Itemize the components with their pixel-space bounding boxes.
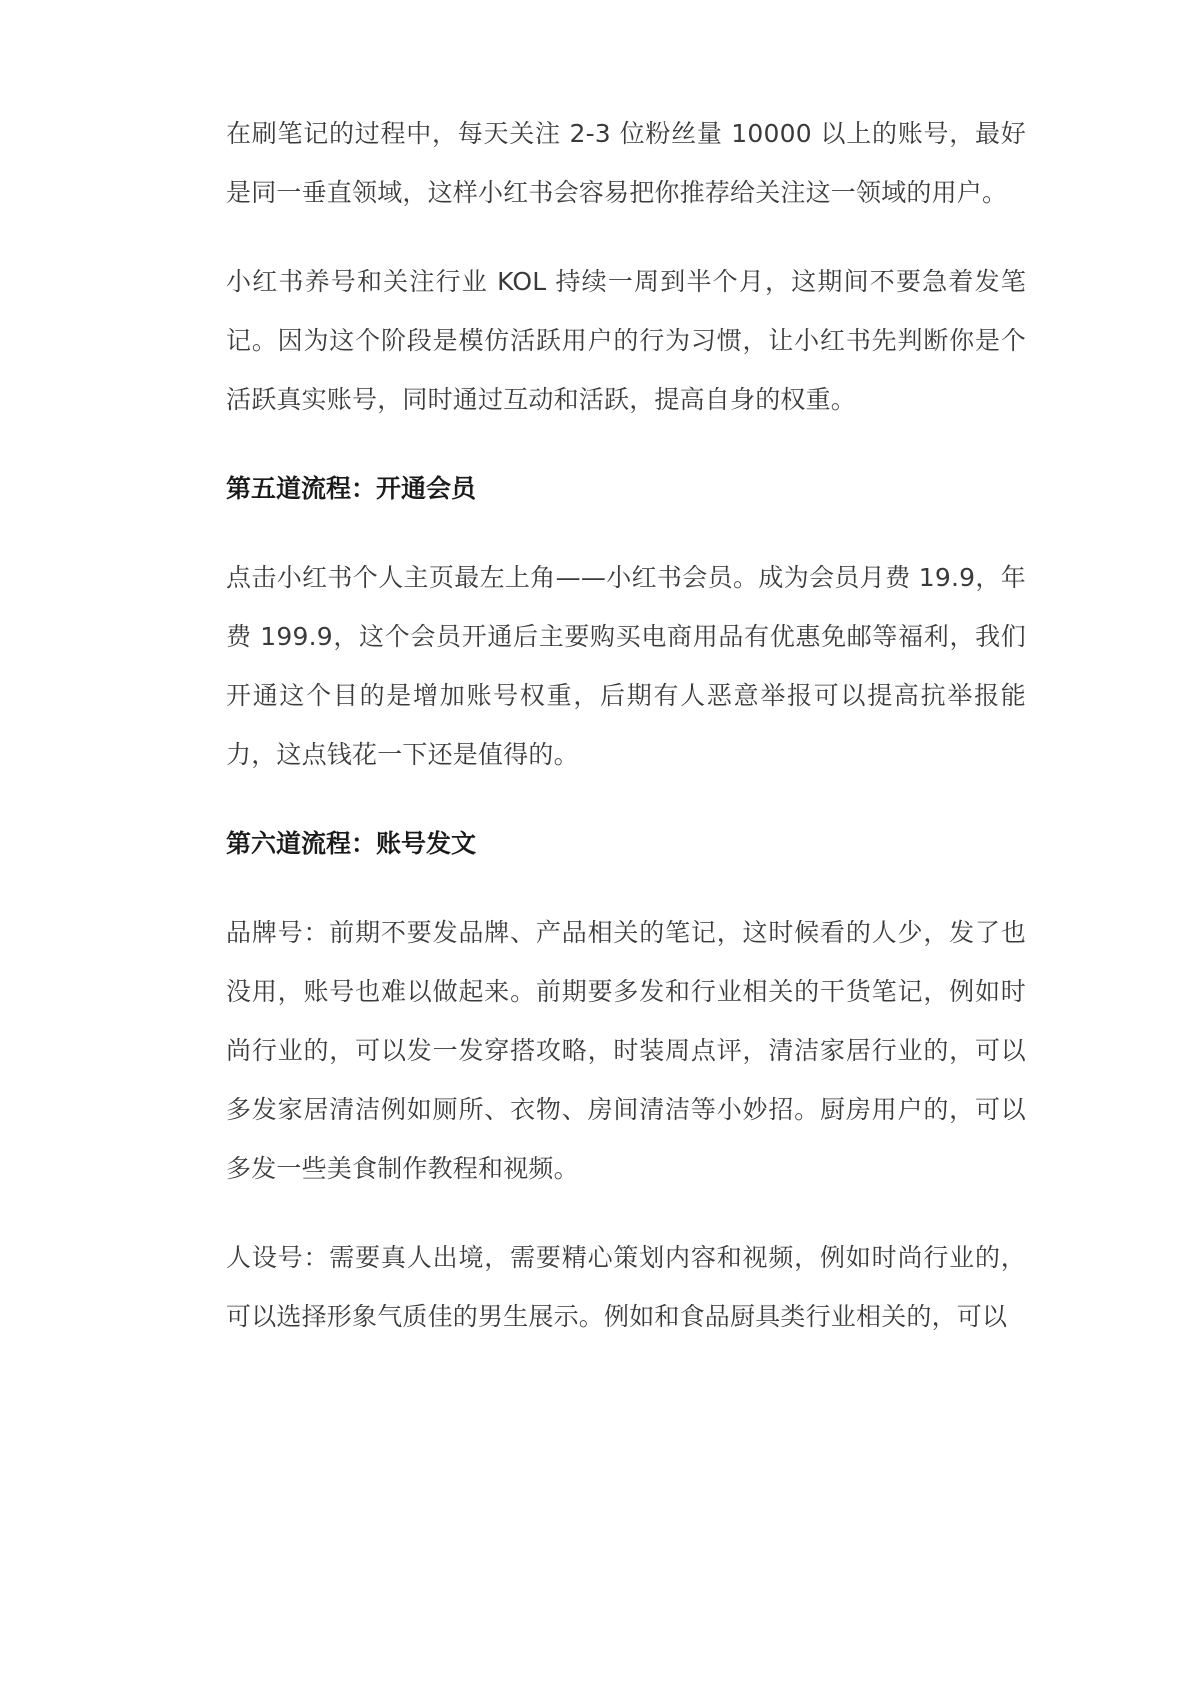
paragraph-membership: 点击小红书个人主页最左上角——小红书会员。成为会员月费 19.9，年费 199.9，这个会员开通后主要购买电商用品有优惠免邮等福利，我们开通这个目的是增加账号权重，后期有人恶意举报可以提高抗举报能力，这点钱花一下还是值得的。 [226, 563, 1026, 769]
paragraph-account-warmup: 小红书养号和关注行业 KOL 持续一周到半个月，这期间不要急着发笔记。因为这个阶段是模仿活跃用户的行为习惯，让小红书先判断你是个活跃真实账号，同时通过互动和活跃，提高自身的权重。 [226, 267, 1026, 414]
paragraph-brand-account: 品牌号：前期不要发品牌、产品相关的笔记，这时候看的人少，发了也没用，账号也难以做起来。前期要多发和行业相关的干货笔记，例如时尚行业的，可以发一发穿搭攻略，时装周点评，清洁家居行业的，可以多发家居清洁例如厕所、衣物、房间清洁等小妙招。厨房用户的，可以多发一些美食制作教程和视频。 [226, 918, 1026, 1183]
paragraph-spacer [226, 1198, 1026, 1228]
section-spacer [226, 429, 1026, 459]
paragraph-follow-accounts: 在刷笔记的过程中，每天关注 2-3 位粉丝量 10000 以上的账号，最好是同一垂直领域，这样小红书会容易把你推荐给关注这一领域的用户。 [226, 119, 1026, 207]
paragraph-persona-account: 人设号：需要真人出境，需要精心策划内容和视频，例如时尚行业的，可以选择形象气质佳的男生展示。例如和食品厨具类行业相关的，可以 [226, 1243, 1026, 1331]
section-heading-posting: 第六道流程：账号发文 [226, 829, 477, 858]
section-spacer [226, 784, 1026, 814]
paragraph-spacer [226, 518, 1026, 548]
section-heading-membership: 第五道流程：开通会员 [226, 474, 477, 503]
paragraph-spacer [226, 873, 1026, 903]
article-body [226, 104, 1026, 1346]
paragraph-spacer [226, 222, 1026, 252]
